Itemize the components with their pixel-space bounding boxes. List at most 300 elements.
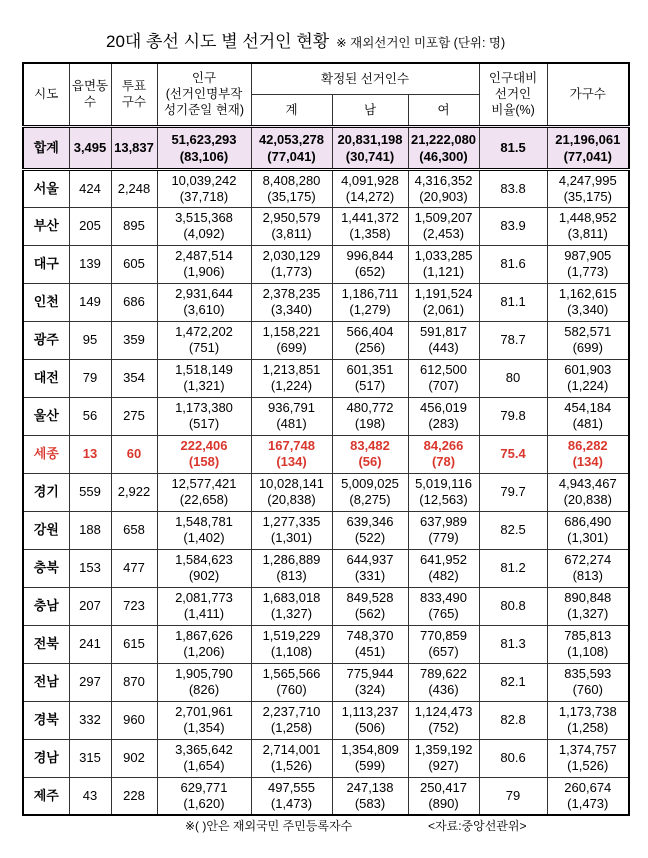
electors-total-value: 497,555	[268, 779, 315, 795]
electors-male-value: 247,138	[346, 779, 394, 795]
households-overseas: (3,340)	[567, 302, 609, 317]
population-cell	[157, 169, 251, 207]
electors-total-cell	[251, 397, 332, 435]
electors-male-cell	[332, 739, 408, 777]
population-cell	[157, 283, 251, 321]
electors-female-value: 1,359,192	[414, 742, 473, 757]
households-value: 582,571	[564, 324, 612, 339]
precincts-count: 658	[123, 522, 145, 537]
electors-total-cell	[251, 663, 332, 701]
region-name: 강원	[33, 522, 59, 537]
region-row	[23, 473, 629, 511]
electors-female-overseas: (283)	[428, 416, 459, 431]
households-overseas: (760)	[572, 682, 603, 697]
districts-count: 207	[79, 598, 101, 613]
elector-ratio: 82.8	[500, 712, 526, 727]
electors-male-cell	[332, 435, 408, 473]
electors-total-overseas: (481)	[276, 416, 307, 431]
electors-total-value: 1,519,229	[262, 628, 321, 643]
households-overseas: (481)	[572, 416, 603, 431]
electors-male-overseas: (517)	[354, 378, 386, 393]
total-row	[23, 126, 629, 169]
districts-count-cell	[69, 473, 111, 511]
precincts-count-cell	[111, 701, 157, 739]
region-name-cell	[23, 473, 69, 511]
electors-total-overseas: (134)	[276, 454, 307, 469]
region-name-cell	[23, 283, 69, 321]
electors-female-overseas: (752)	[428, 720, 459, 735]
total-electors-total-value: 42,053,278	[258, 131, 325, 147]
electors-male-value: 601,351	[346, 362, 394, 377]
electors-male-value: 1,441,372	[341, 210, 399, 225]
region-row	[23, 777, 629, 815]
electors-female-overseas: (78)	[431, 454, 456, 469]
population-overseas: (3,610)	[183, 302, 225, 317]
electors-male-overseas: (331)	[354, 568, 386, 583]
table-header	[23, 63, 629, 126]
electors-total-cell	[251, 587, 332, 625]
population-value: 1,584,623	[175, 552, 233, 567]
title-line	[106, 30, 505, 54]
electors-female-cell	[408, 359, 479, 397]
electors-female-cell	[408, 625, 479, 663]
electors-female-value: 1,033,285	[414, 248, 473, 263]
electors-total-value: 8,408,280	[262, 172, 321, 188]
header-population: 인구 (선거인명부작 성기준일 현재)	[157, 63, 251, 126]
electors-male-overseas: (1,358)	[349, 226, 391, 241]
population-overseas: (1,206)	[183, 644, 225, 659]
region-name-cell	[23, 511, 69, 549]
total-electors-female-cell	[408, 126, 479, 169]
precincts-count: 895	[123, 218, 145, 233]
header-region: 시도	[23, 63, 69, 126]
region-name: 대전	[33, 370, 59, 385]
electors-male-value: 996,844	[346, 248, 394, 263]
elector-ratio: 78.7	[500, 332, 526, 347]
districts-count-cell	[69, 207, 111, 245]
total-electors-male-overseas: (30,741)	[345, 148, 395, 164]
precincts-count: 686	[123, 294, 145, 309]
electors-total-cell	[251, 549, 332, 587]
electors-female-cell	[408, 663, 479, 701]
total-label: 합계	[33, 140, 59, 155]
electors-female-overseas: (482)	[428, 568, 459, 583]
region-name-cell	[23, 625, 69, 663]
region-name-cell	[23, 777, 69, 815]
electors-male-value: 5,009,025	[341, 476, 399, 491]
households-value: 454,184	[564, 400, 612, 415]
population-value: 12,577,421	[171, 476, 237, 491]
population-overseas: (4,092)	[183, 226, 225, 241]
region-name-cell	[23, 587, 69, 625]
population-cell	[157, 777, 251, 815]
population-overseas: (1,321)	[183, 378, 225, 393]
region-name-cell	[23, 435, 69, 473]
elector-ratio-cell	[479, 169, 547, 207]
electors-female-value: 1,124,473	[414, 704, 473, 719]
region-name-cell	[23, 321, 69, 359]
electors-total-cell	[251, 473, 332, 511]
households-overseas: (699)	[572, 340, 603, 355]
header-electors-male: 남	[332, 94, 408, 126]
districts-count: 188	[79, 522, 101, 537]
electors-total-cell	[251, 359, 332, 397]
electors-total-overseas: (813)	[276, 568, 307, 583]
population-overseas: (1,411)	[183, 606, 225, 621]
population-overseas: (37,718)	[179, 188, 229, 204]
electors-male-cell	[332, 245, 408, 283]
electors-female-overseas: (436)	[428, 682, 459, 697]
population-value: 2,931,644	[175, 286, 233, 301]
precincts-count: 228	[123, 787, 145, 803]
elector-status-table	[22, 62, 630, 816]
electors-male-value: 83,482	[350, 438, 390, 453]
electors-male-overseas: (451)	[354, 644, 386, 659]
electors-female-cell	[408, 245, 479, 283]
electors-female-cell	[408, 777, 479, 815]
electors-female-cell	[408, 397, 479, 435]
electors-total-value: 1,683,018	[262, 590, 321, 605]
electors-total-value: 1,158,221	[262, 324, 321, 339]
households-value: 86,282	[567, 438, 608, 453]
population-cell	[157, 321, 251, 359]
elector-ratio: 83.8	[500, 180, 526, 196]
total-districts-cell	[69, 126, 111, 169]
electors-female-overseas: (443)	[428, 340, 459, 355]
electors-male-overseas: (8,275)	[349, 492, 391, 507]
total-electors-total-cell	[251, 126, 332, 169]
electors-total-overseas: (1,526)	[270, 758, 313, 773]
electors-female-value: 1,509,207	[414, 210, 473, 225]
region-name-cell	[23, 169, 69, 207]
households-cell	[547, 321, 629, 359]
electors-female-value: 833,490	[420, 590, 468, 605]
elector-ratio: 81.2	[500, 560, 526, 575]
electors-total-value: 2,030,129	[262, 248, 321, 263]
electors-male-cell	[332, 397, 408, 435]
districts-count-cell	[69, 511, 111, 549]
districts-count: 79	[82, 370, 98, 385]
region-name: 경기	[33, 484, 59, 499]
population-overseas: (1,620)	[183, 795, 225, 811]
households-overseas: (3,811)	[567, 226, 608, 241]
precincts-count: 2,248	[117, 180, 151, 196]
electors-total-cell	[251, 245, 332, 283]
electors-male-value: 1,186,711	[341, 286, 399, 301]
elector-ratio: 81.3	[500, 636, 526, 651]
precincts-count-cell	[111, 625, 157, 663]
electors-total-value: 1,277,335	[262, 514, 321, 529]
region-row	[23, 549, 629, 587]
districts-count: 139	[79, 256, 101, 271]
region-name: 서울	[33, 180, 59, 196]
electors-male-cell	[332, 321, 408, 359]
table-body	[23, 126, 629, 815]
total-precincts-cell	[111, 126, 157, 169]
total-electors-female-overseas: (46,300)	[419, 148, 468, 164]
electors-female-overseas: (927)	[428, 758, 459, 773]
precincts-count: 870	[123, 674, 145, 689]
population-value: 3,515,368	[175, 210, 233, 225]
districts-count: 56	[82, 408, 98, 423]
population-value: 222,406	[180, 438, 228, 453]
districts-count-cell	[69, 587, 111, 625]
electors-total-cell	[251, 169, 332, 207]
districts-count: 95	[82, 332, 98, 347]
households-value: 4,943,467	[558, 476, 617, 491]
households-cell	[547, 739, 629, 777]
electors-total-overseas: (1,301)	[270, 530, 313, 545]
precincts-count: 723	[123, 598, 145, 613]
electors-male-cell	[332, 359, 408, 397]
region-name-cell	[23, 207, 69, 245]
region-name: 광주	[33, 332, 59, 347]
electors-total-cell	[251, 701, 332, 739]
region-row	[23, 739, 629, 777]
elector-ratio-cell	[479, 511, 547, 549]
households-value: 1,173,738	[558, 704, 617, 719]
population-cell	[157, 473, 251, 511]
electors-female-overseas: (890)	[428, 795, 459, 811]
electors-male-cell	[332, 625, 408, 663]
districts-count-cell	[69, 169, 111, 207]
electors-male-cell	[332, 473, 408, 511]
page-title: 20대 총선 시도 별 선거인 현황	[106, 32, 330, 51]
total-population-overseas: (83,106)	[179, 148, 229, 164]
electors-female-cell	[408, 207, 479, 245]
electors-total-overseas: (1,327)	[270, 606, 313, 621]
precincts-count-cell	[111, 397, 157, 435]
electors-female-cell	[408, 435, 479, 473]
electors-male-cell	[332, 663, 408, 701]
precincts-count: 275	[123, 408, 145, 423]
electors-female-overseas: (2,061)	[422, 302, 465, 317]
elector-ratio-cell	[479, 625, 547, 663]
households-cell	[547, 435, 629, 473]
electors-male-value: 775,944	[346, 666, 394, 681]
source-note: <자료:중앙선관위>	[428, 819, 527, 833]
elector-ratio-cell	[479, 701, 547, 739]
population-overseas: (1,654)	[183, 758, 225, 773]
elector-ratio: 82.5	[500, 522, 526, 537]
region-row	[23, 169, 629, 207]
population-cell	[157, 587, 251, 625]
households-overseas: (813)	[572, 568, 603, 583]
region-name: 경북	[33, 712, 59, 727]
electors-female-overseas: (707)	[428, 378, 459, 393]
electors-female-overseas: (657)	[428, 644, 459, 659]
households-cell	[547, 169, 629, 207]
population-value: 3,365,642	[175, 742, 233, 757]
households-value: 686,490	[564, 514, 612, 529]
population-overseas: (158)	[188, 454, 220, 469]
electors-female-value: 456,019	[420, 400, 468, 415]
households-value: 260,674	[564, 779, 612, 795]
precincts-count-cell	[111, 207, 157, 245]
households-cell	[547, 473, 629, 511]
region-name: 전남	[33, 674, 59, 689]
elector-ratio-cell	[479, 473, 547, 511]
population-cell	[157, 549, 251, 587]
electors-total-value: 1,213,851	[262, 362, 321, 377]
population-value: 1,548,781	[175, 514, 233, 529]
population-overseas: (1,354)	[183, 720, 225, 735]
households-cell	[547, 587, 629, 625]
households-overseas: (35,175)	[563, 188, 612, 204]
districts-count-cell	[69, 359, 111, 397]
electors-total-overseas: (3,811)	[271, 226, 312, 241]
households-value: 1,448,952	[558, 210, 617, 225]
electors-total-cell	[251, 207, 332, 245]
households-value: 987,905	[564, 248, 612, 263]
districts-count-cell	[69, 777, 111, 815]
districts-count: 205	[79, 218, 101, 233]
districts-count: 149	[79, 294, 101, 309]
households-value: 672,274	[564, 552, 612, 567]
unit-note: ※ 재외선거인 미포함 (단위: 명)	[336, 36, 506, 50]
population-overseas: (826)	[188, 682, 220, 697]
households-cell	[547, 207, 629, 245]
header-electors-female: 여	[408, 94, 479, 126]
precincts-count: 960	[123, 712, 145, 727]
electors-total-overseas: (699)	[276, 340, 307, 355]
electors-female-cell	[408, 169, 479, 207]
region-name: 울산	[33, 408, 59, 423]
electors-total-value: 2,714,001	[262, 742, 321, 757]
elector-ratio: 83.9	[500, 218, 526, 233]
population-cell	[157, 701, 251, 739]
electors-total-overseas: (760)	[276, 682, 307, 697]
precincts-count-cell	[111, 511, 157, 549]
region-name-cell	[23, 245, 69, 283]
districts-count: 559	[79, 484, 101, 499]
total-households-cell	[547, 126, 629, 169]
electors-male-value: 644,937	[346, 552, 394, 567]
electors-male-cell	[332, 169, 408, 207]
electors-total-overseas: (3,340)	[270, 302, 313, 317]
electors-total-cell	[251, 321, 332, 359]
precincts-count-cell	[111, 663, 157, 701]
electors-male-value: 849,528	[346, 590, 394, 605]
precincts-count: 902	[123, 750, 145, 765]
electors-female-cell	[408, 587, 479, 625]
precincts-count-cell	[111, 587, 157, 625]
elector-ratio-cell	[479, 435, 547, 473]
electors-total-cell	[251, 739, 332, 777]
households-overseas: (134)	[572, 454, 603, 469]
households-value: 785,813	[564, 628, 612, 643]
electors-male-value: 639,346	[346, 514, 394, 529]
elector-ratio-cell	[479, 777, 547, 815]
region-name: 세종	[33, 446, 59, 461]
precincts-count-cell	[111, 359, 157, 397]
precincts-count-cell	[111, 283, 157, 321]
households-value: 890,848	[564, 590, 612, 605]
electors-male-overseas: (583)	[354, 795, 386, 811]
electors-total-value: 2,237,710	[262, 704, 321, 719]
electors-total-overseas: (1,224)	[270, 378, 313, 393]
electors-female-value: 770,859	[420, 628, 468, 643]
households-cell	[547, 283, 629, 321]
region-row	[23, 283, 629, 321]
electors-female-cell	[408, 739, 479, 777]
electors-female-cell	[408, 473, 479, 511]
total-electors-total-overseas: (77,041)	[267, 148, 316, 164]
electors-male-overseas: (14,272)	[345, 188, 395, 204]
districts-count: 43	[82, 787, 98, 803]
districts-count-cell	[69, 397, 111, 435]
districts-count-cell	[69, 739, 111, 777]
electors-male-value: 480,772	[346, 400, 394, 415]
elector-ratio-cell	[479, 587, 547, 625]
elector-ratio-cell	[479, 245, 547, 283]
electors-female-value: 1,191,524	[414, 286, 473, 301]
population-cell	[157, 511, 251, 549]
region-name: 인천	[33, 294, 59, 309]
elector-ratio-cell	[479, 207, 547, 245]
districts-count-cell	[69, 321, 111, 359]
electors-total-cell	[251, 283, 332, 321]
population-value: 2,487,514	[175, 248, 233, 263]
households-overseas: (1,327)	[567, 606, 609, 621]
electors-female-cell	[408, 321, 479, 359]
electors-total-cell	[251, 511, 332, 549]
header-precincts: 투표 구수	[111, 63, 157, 126]
population-cell	[157, 207, 251, 245]
electors-male-cell	[332, 701, 408, 739]
electors-female-value: 591,817	[420, 324, 468, 339]
electors-male-overseas: (506)	[354, 720, 386, 735]
electors-female-value: 4,316,352	[414, 172, 473, 188]
region-name: 제주	[33, 787, 59, 803]
region-row	[23, 587, 629, 625]
households-overseas: (1,473)	[567, 795, 609, 811]
region-name: 대구	[33, 256, 59, 271]
population-overseas: (517)	[188, 416, 220, 431]
population-overseas: (22,658)	[179, 492, 229, 507]
electors-male-value: 748,370	[346, 628, 394, 643]
electors-male-cell	[332, 511, 408, 549]
districts-count-cell	[69, 283, 111, 321]
precincts-count: 359	[123, 332, 145, 347]
population-cell	[157, 245, 251, 283]
districts-count: 424	[79, 180, 101, 196]
districts-count: 315	[79, 750, 101, 765]
region-row	[23, 701, 629, 739]
total-electors-male-value: 20,831,198	[337, 131, 403, 147]
districts-count: 332	[79, 712, 101, 727]
electors-female-value: 250,417	[420, 779, 468, 795]
electors-male-overseas: (324)	[354, 682, 386, 697]
region-row	[23, 397, 629, 435]
households-cell	[547, 245, 629, 283]
population-value: 1,173,380	[175, 400, 233, 415]
precincts-count-cell	[111, 169, 157, 207]
footnote: ※( )안은 재외국민 주민등록자수	[185, 819, 353, 833]
precincts-count: 60	[126, 446, 142, 461]
total-electors-male-cell	[332, 126, 408, 169]
region-row	[23, 435, 629, 473]
districts-count-cell	[69, 435, 111, 473]
households-overseas: (1,773)	[567, 264, 609, 279]
total-districts: 3,495	[73, 140, 107, 155]
households-overseas: (1,301)	[567, 530, 609, 545]
households-value: 1,162,615	[558, 286, 617, 301]
total-label-cell	[23, 126, 69, 169]
header-ratio: 인구대비 선거인 비율(%)	[479, 63, 547, 126]
electors-total-overseas: (1,773)	[270, 264, 313, 279]
households-cell	[547, 701, 629, 739]
